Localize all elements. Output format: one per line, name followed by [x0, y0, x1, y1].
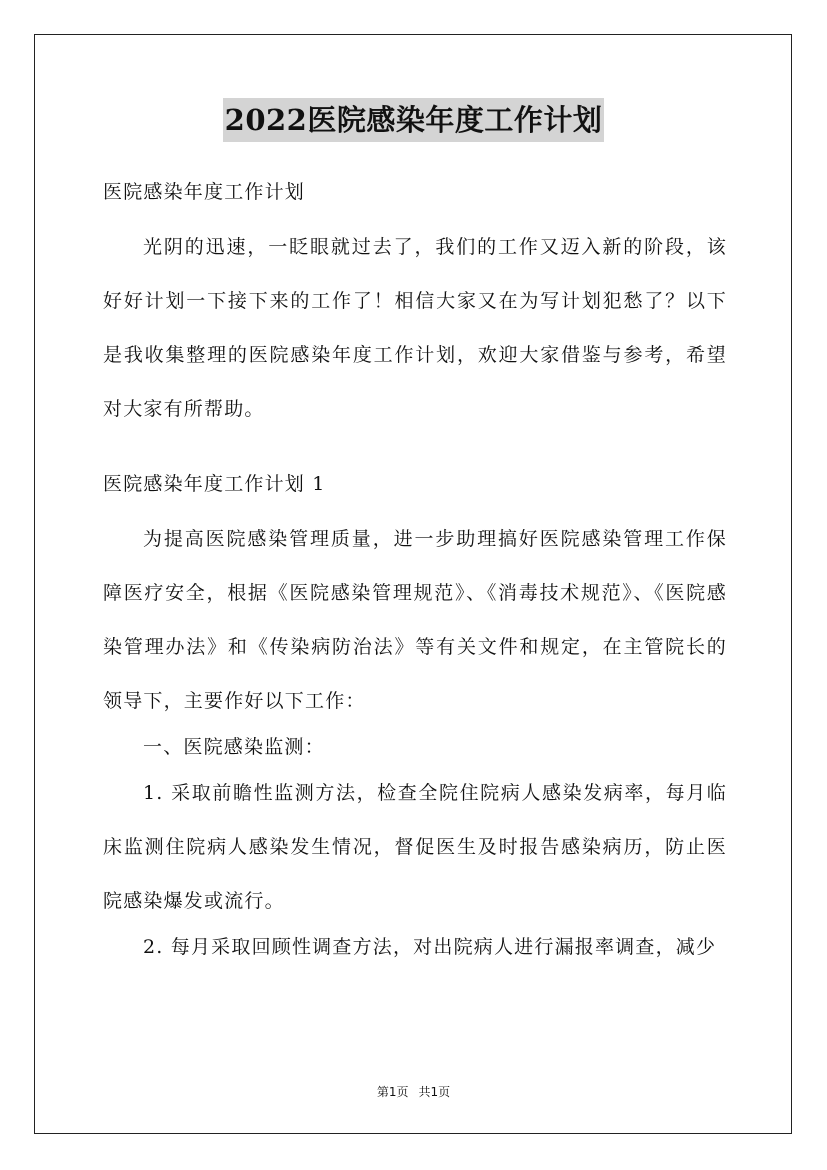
- document-title: 2022医院感染年度工作计划: [223, 98, 605, 142]
- subtitle: 医院感染年度工作计划: [103, 181, 306, 203]
- section-heading: 医院感染年度工作计划 1: [103, 473, 326, 495]
- section-paragraph-3: 1. 采取前瞻性监测方法，检查全院住院病人感染发病率，每月临床监测住院病人感染发生情况，督促医生及时报告感染病历，防止医院感染爆发或流行。: [103, 782, 727, 912]
- intro-paragraph: 光阴的迅速，一眨眼就过去了，我们的工作又迈入新的阶段，该好好计划一下接下来的工作了！相信大家又在为写计划犯愁了？以下是我收集整理的医院感染年度工作计划，欢迎大家借鉴与参考，希望对大家有所帮助。: [103, 236, 727, 420]
- section-paragraph-4: 2. 每月采取回顾性调查方法，对出院病人进行漏报率调查，减少: [143, 936, 717, 958]
- title-container: [0, 98, 827, 142]
- page-footer: [0, 1084, 827, 1100]
- page-total: 共1页: [418, 1085, 451, 1099]
- section-paragraph-1: 为提高医院感染管理质量，进一步助理搞好医院感染管理工作保障医疗安全，根据《医院感染管理规范》、《消毒技术规范》、《医院感染管理办法》和《传染病防治法》等有关文件和规定，在主管院长的领导下，主要作好以下工作：: [103, 528, 727, 712]
- document-body: [103, 174, 727, 974]
- section-paragraph-2: 一、医院感染监测：: [143, 736, 325, 758]
- page-number: 第1页: [376, 1085, 409, 1099]
